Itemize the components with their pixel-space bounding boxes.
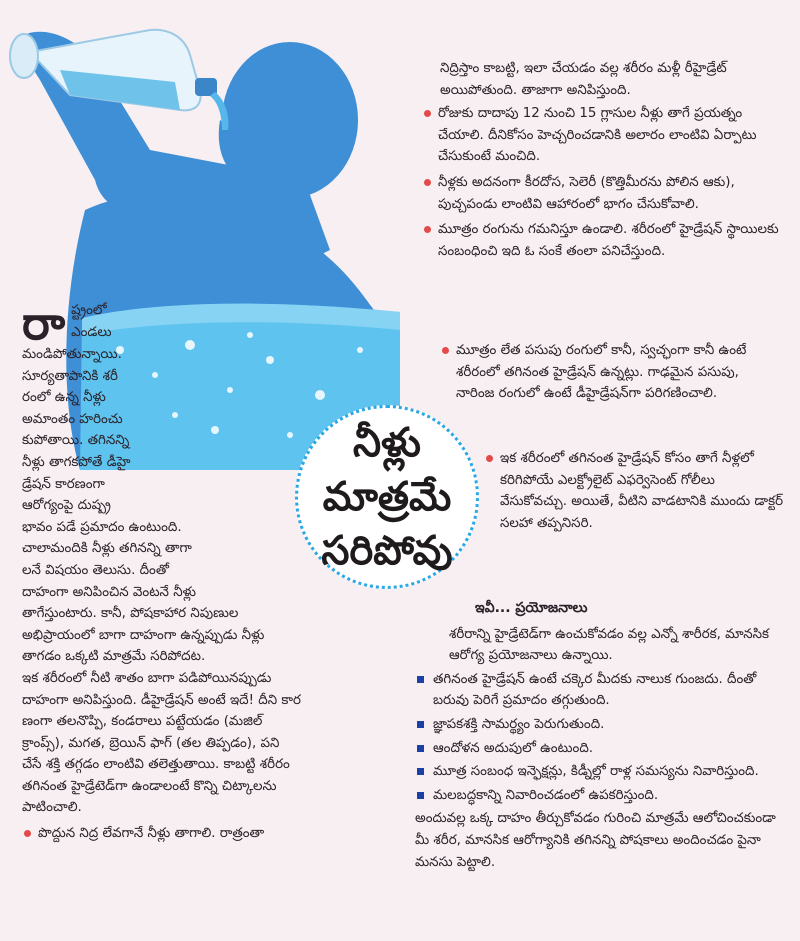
left-line: తాగేస్తుంటారు. కానీ, పోషకాహార నిపుణుల: [22, 606, 239, 622]
benefit-item: మూత్ర సంబంధ ఇన్ఫెక్షన్లు, కిడ్నీల్లో రాళ్ల సమస్యను నివారిస్తుంది.: [415, 761, 790, 783]
left-line: ఇక శరీరంలో నీటి శాతం బాగా పడిపోయినప్పుడు: [22, 670, 272, 686]
headline: [321, 416, 452, 578]
left-line: తగినంత హైడ్రేటెడ్‌గా ఉండాలంటే కొన్ని చిట్కాలను: [22, 778, 277, 794]
right-tips-column: [422, 58, 790, 262]
benefit-item: ఆందోళన అదుపులో ఉంటుంది.: [415, 738, 790, 760]
benefit-item: మలబద్ధకాన్ని నివారించడంలో ఉపకరిస్తుంది.: [415, 785, 790, 807]
left-line: చాలామందికి నీళ్లు తగినన్ని తాగా: [22, 541, 192, 557]
left-line: కుపోతాయి. తగినన్ని: [22, 433, 130, 449]
headline-line: నీళ్లు: [353, 420, 421, 466]
headline-line: సరిపోవు: [321, 528, 453, 574]
left-line: ఎండలు: [71, 324, 112, 340]
dropcap: రా: [22, 296, 66, 350]
left-line: డ్రేషన్ కారణంగా: [22, 476, 105, 492]
left-line: అభిప్రాయంలో బాగా దాహంగా ఉన్నప్పుడు నీళ్లు: [22, 627, 265, 643]
tip-bullet: నీళ్లకు అదనంగా కీరదోస, సెలెరీ (కొత్తిమీరను పోలిన ఆకు), పుచ్చపండు లాంటివి ఆహారంలో భాగం చేసుకోవాలి.: [422, 172, 790, 215]
left-line: చేసే శక్తి తగ్గడం లాంటివి తలెత్తుతాయి. కాబట్టి శరీరం: [22, 757, 290, 773]
dropcap-paragraph: [22, 296, 162, 350]
left-line: క్రాంప్స్), మగత, బ్రెయిన్ ఫాగ్ (తల తిప్పడం), పని: [22, 735, 280, 751]
left-line: రంలో ఉన్న నీళ్లు: [22, 390, 106, 406]
left-line: మండిపోతున్నాయి.: [22, 347, 122, 362]
benefits-heading: ఇవీ... ప్రయోజనాలు: [475, 600, 588, 616]
sub-tip-bullet: మూత్రం లేత పసుపు రంగులో కానీ, స్వచ్ఛంగా కానీ ఉంటే శరీరంలో తగినంత హైడ్రేషన్ ఉన్నట్లు. గాఢమైన పసుపు, నారింజ రంగులో ఉంటే డీహైడ్రేషన్‌గా పరిగణించాలి.: [440, 340, 780, 405]
benefit-item: జ్ఞాపకశక్తి సామర్థ్యం పెరుగుతుంది.: [415, 714, 790, 736]
sub-tip-bullet: ఇక శరీరంలో తగినంత హైడ్రేషన్ కోసం తాగే నీళ్లలో కరిగిపోయే ఎలక్ట్రోలైట్ ఎఫర్వెసెంట్ గోలీలు వేసుకోవచ్చు. అయితే, వీటిని వాడటానికి ముందు డాక్టర్ సలహా తప్పనిసరి.: [484, 448, 784, 534]
benefits-intro: శరీరాన్ని హైడ్రేటెడ్‌గా ఉంచుకోవడం వల్ల ఎన్నో శారీరక, మానసిక ఆరోగ్య ప్రయోజనాలు ఉన్నాయి.: [449, 626, 769, 664]
benefits-column: [415, 590, 790, 873]
left-line: దాహంగా అనిపిస్తుంది. డీహైడ్రేషన్ అంటే ఇదే! దీని కార: [22, 692, 301, 708]
closing-paragraph: అందువల్ల ఒక్క దాహం తీర్చుకోవడం గురించి మాత్రమే ఆలోచించకుండా మీ శరీర, మానసిక ఆరోగ్యానికి తగినన్ని పోషకాలు అందించడం పైనా మనసు పెట్టాలి.: [415, 811, 776, 870]
headline-line: మాత్రమే: [322, 474, 452, 520]
left-line: లనే విషయం తెలుసు. దీంతో: [22, 562, 169, 578]
left-line: పాటించాలి.: [22, 800, 82, 816]
left-line: ఆరోగ్యంపై దుష్ప్ర: [22, 498, 111, 514]
left-line: సూర్యతాపానికి శరీ: [22, 368, 118, 384]
left-line: నీళ్లు తాగకపోతే డీహై: [22, 454, 131, 470]
tip-intro: నిద్రిస్తాం కాబట్టి, ఇలా చేయడం వల్ల శరీరం మళ్లీ రీహైడ్రేట్ అయిపోతుంది. తాజాగా అనిపిస్తుంది.: [440, 61, 727, 98]
headline-badge: [295, 405, 479, 589]
tip-bullet: మూత్రం రంగును గమనిస్తూ ఉండాలి. శరీరంలో హైడ్రేషన్ స్థాయిలకు సంబంధించి ఇది ఓ సంకే తంలా పనిచేస్తుంది.: [422, 219, 790, 262]
left-line: దాహంగా అనిపించిన వెంటనే నీళ్లు: [22, 584, 196, 600]
benefit-item: తగినంత హైడ్రేషన్ ఉంటే చక్కెర మీదకు నాలుక గుంజదు. దీంతో బరువు పెరిగే ప్రమాదం తగ్గుతుంది.: [415, 669, 790, 712]
right-subtips-column-2: [484, 448, 784, 534]
left-line: ణంగా తలనొప్పి, కండరాలు పట్టేయడం (మజిల్: [22, 714, 263, 730]
left-line: ష్ట్రంలో: [71, 303, 107, 318]
tip-bullet: రోజుకు దాదాపు 12 నుంచి 15 గ్లాసుల నీళ్లు తాగే ప్రయత్నం చేయాలి. దీనికోసం హెచ్చరించడానికి అలారం లాంటివి ఏర్పాటు చేసుకుంటే మంచిది.: [422, 103, 790, 168]
tip-bullet: పొద్దున నిద్ర లేవగానే నీళ్లు తాగాలి. రాత్రంతా: [22, 823, 397, 845]
left-line: అమాంతం హరించు: [22, 411, 123, 427]
left-line: భావం పడే ప్రమాదం ఉంటుంది.: [22, 519, 182, 535]
left-line: తాగడం ఒక్కటి మాత్రమే సరిపోదట.: [22, 649, 206, 665]
right-subtips-column: [440, 340, 780, 405]
